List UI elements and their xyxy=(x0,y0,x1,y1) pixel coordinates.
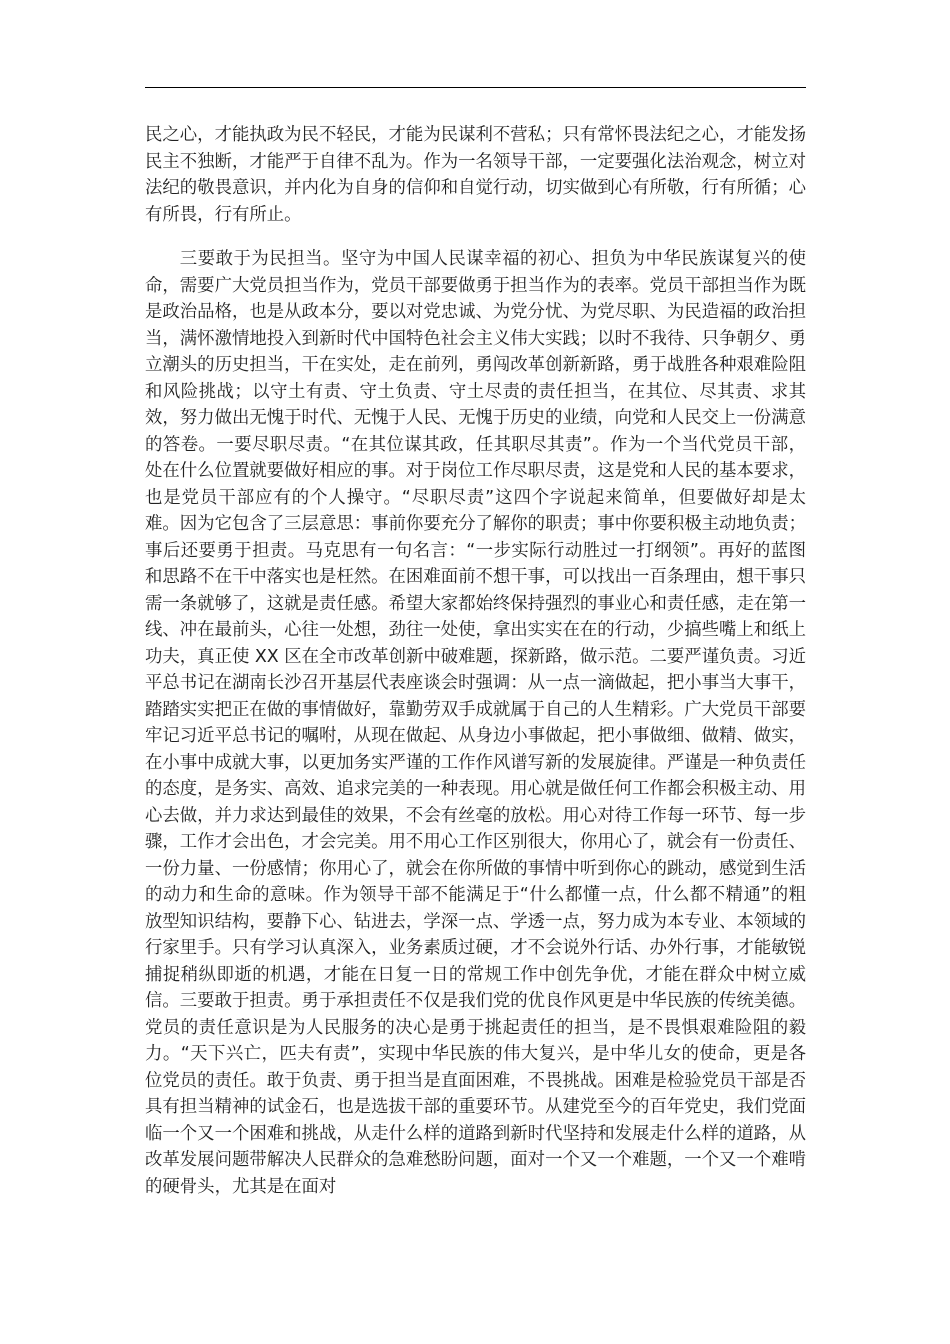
header-rule xyxy=(145,87,806,88)
paragraph-dare-to-take-responsibility: 三要敢于为民担当。坚守为中国人民谋幸福的初心、担负为中华民族谋复兴的使命，需要广大党员担当作为，党员干部要做勇于担当作为的表率。党员干部担当作为既是政治品格，也是从政本分，要以对党忠诚、为党分忧、为党尽职、为民造福的政治担当，满怀激情地投入到新时代中国特色社会主义伟大实践；以时不我待、只争朝夕、勇立潮头的历史担当，干在实处，走在前列，勇闯改革创新新路，勇于战胜各种艰难险阻和风险挑战；以守土有责、守土负责、守土尽责的责任担当，在其位、尽其责、求其效，努力做出无愧于时代、无愧于人民、无愧于历史的业绩，向党和人民交上一份满意的答卷。一要尽职尽责。“在其位谋其政，任其职尽其责”。作为一个当代党员干部，处在什么位置就要做好相应的事。对于岗位工作尽职尽责，这是党和人民的基本要求，也是党员干部应有的个人操守。“尽职尽责”这四个字说起来简单，但要做好却是太难。因为它包含了三层意思：事前你要充分了解你的职责；事中你要积极主动地负责；事后还要勇于担责。马克思有一句名言：“一步实际行动胜过一打纲领”。再好的蓝图和思路不在干中落实也是枉然。在困难面前不想干事，可以找出一百条理由，想干事只需一条就够了，这就是责任感。希望大家都始终保持强烈的事业心和责任感，走在第一线、冲在最前头，心往一处想，劲往一处使，拿出实实在在的行动，少搞些嘴上和纸上功夫，真正使 XX 区在全市改革创新中破难题，探新路，做示范。二要严谨负责。习近平总书记在湖南长沙召开基层代表座谈会时强调：从一点一滴做起，把小事当大事干，踏踏实实把正在做的事情做好，靠勤劳双手成就属于自己的人生精彩。广大党员干部要牢记习近平总书记的嘱咐，从现在做起、从身边小事做起，把小事做细、做精、做实，在小事中成就大事，以更加务实严谨的工作作风谱写新的发展旋律。严谨是一种负责任的态度，是务实、高效、追求完美的一种表现。用心就是做任何工作都会积极主动、用心去做，并力求达到最佳的效果，不会有丝毫的放松。用心对待工作每一环节、每一步骤，工作才会出色，才会完美。用不用心工作区别很大，你用心了，就会有一份责任、一份力量、一份感情；你用心了，就会在你所做的事情中听到你心的跳动，感觉到生活的动力和生命的意味。作为领导干部不能满足于“什么都懂一点，什么都不精通”的粗放型知识结构，要静下心、钻进去，学深一点、学透一点，努力成为本专业、本领域的行家里手。只有学习认真深入，业务素质过硬，才不会说外行话、办外行事，才能敏锐捕捉稍纵即逝的机遇，才能在日复一日的常规工作中创先争优，才能在群众中树立威信。三要敢于担责。勇于承担责任不仅是我们党的优良作风更是中华民族的传统美德。党员的责任意识是为人民服务的决心是勇于挑起责任的担当，是不畏惧艰难险阻的毅力。“天下兴亡，匹夫有责”，实现中华民族的伟大复兴，是中华儿女的使命，更是各位党员的责任。敢于负责、勇于担当是直面困难，不畏挑战。困难是检验党员干部是否具有担当精神的试金石，也是选拔干部的重要环节。从建党至今的百年党史，我们党面临一个又一个困难和挑战，从走什么样的道路到新时代坚持和发展走什么样的道路，从改革发展问题带解决人民群众的急难愁盼问题，面对一个又一个难题，一个又一个难啃的硬骨头，尤其是在面对 xyxy=(145,249,806,1197)
document-body xyxy=(145,122,806,1200)
paragraph-continued: 民之心，才能执政为民不轻民，才能为民谋利不营私；只有常怀畏法纪之心，才能发扬民主不独断，才能严于自律不乱为。作为一名领导干部，一定要强化法治观念，树立对法纪的敬畏意识，并内化为自身的信仰和自觉行动，切实做到心有所敬，行有所循；心有所畏，行有所止。 xyxy=(145,125,806,225)
